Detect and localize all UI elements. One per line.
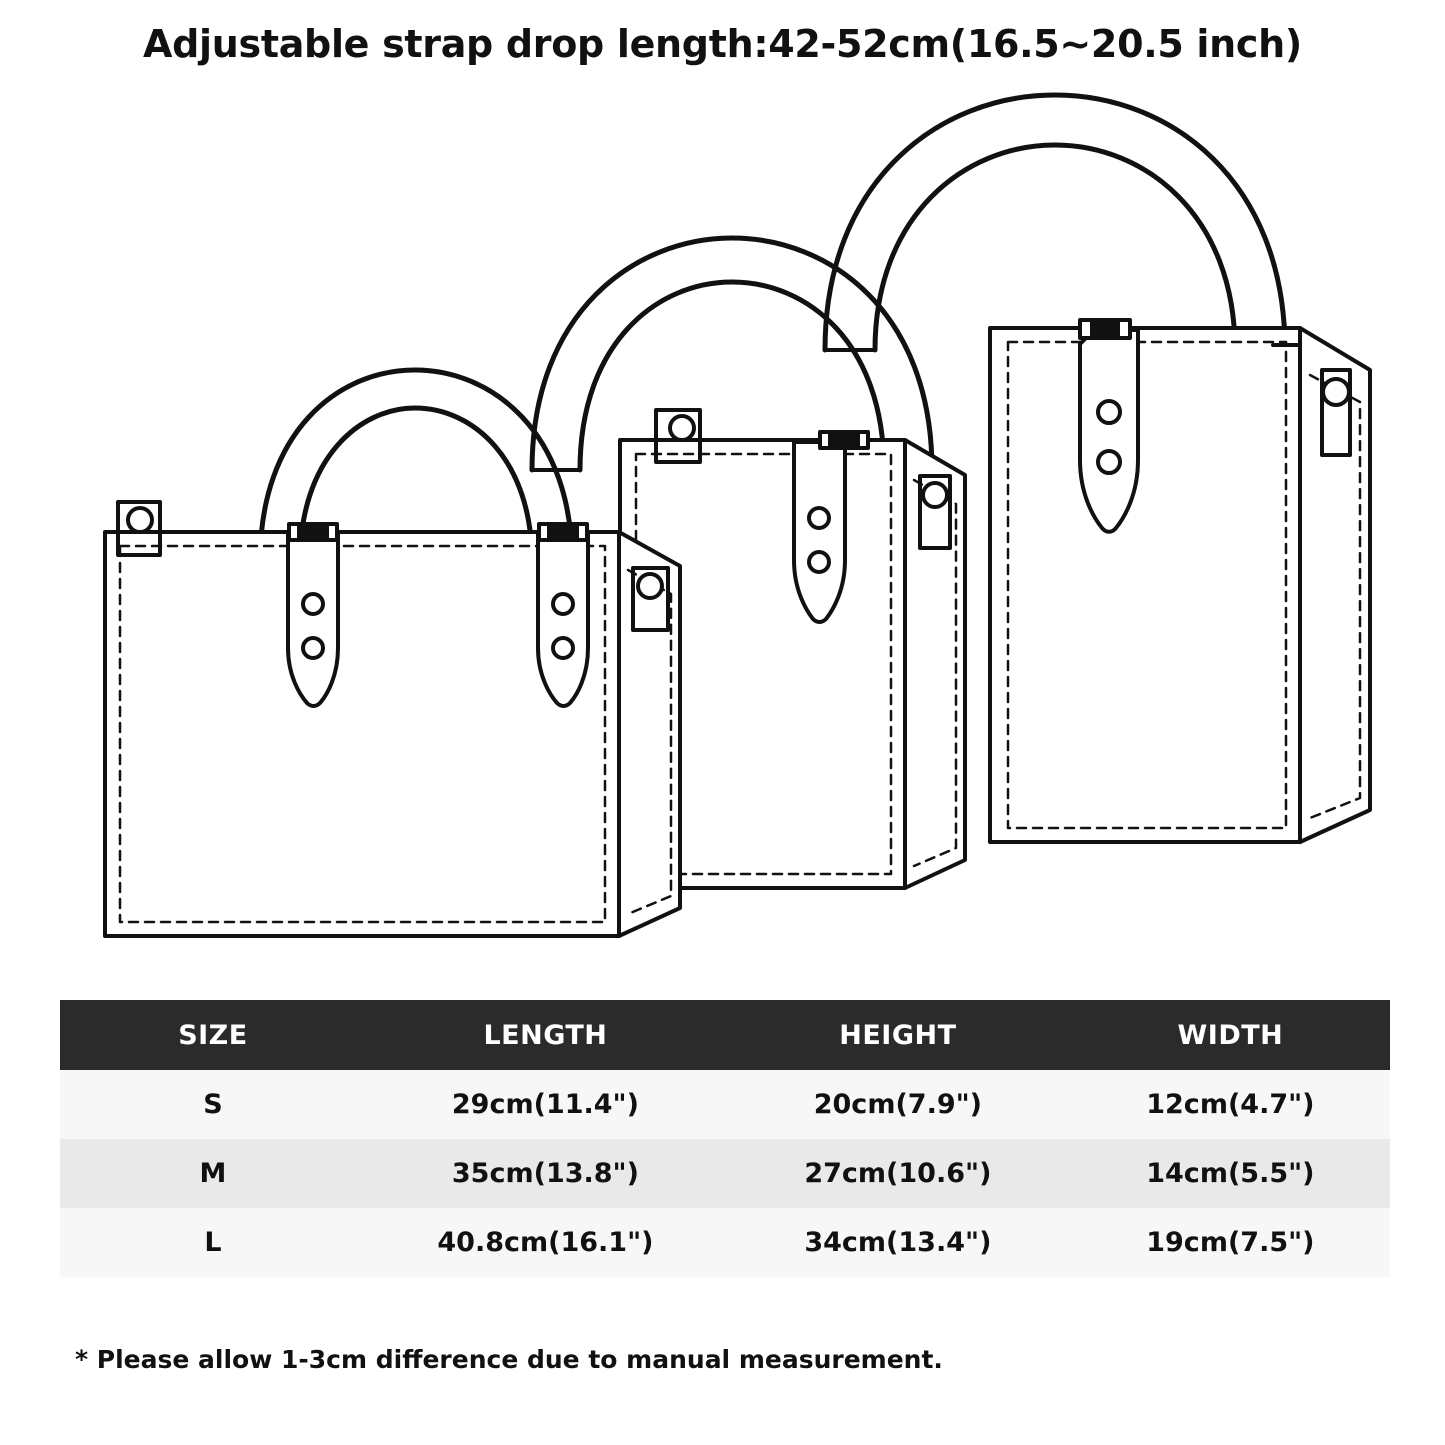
- column-header-height: HEIGHT: [725, 1000, 1071, 1070]
- cell-length: 40.8cm(16.1"): [437, 1227, 654, 1258]
- cell-size: L: [204, 1227, 222, 1258]
- cell-size: S: [203, 1089, 223, 1120]
- cell-height: 34cm(13.4"): [804, 1227, 992, 1258]
- cell-width: 19cm(7.5"): [1146, 1227, 1315, 1258]
- cell-length: 35cm(13.8"): [451, 1158, 639, 1189]
- cell-size: M: [199, 1158, 227, 1189]
- column-header-size: SIZE: [60, 1000, 366, 1070]
- cell-width: 12cm(4.7"): [1146, 1089, 1315, 1120]
- column-header-width: WIDTH: [1071, 1000, 1390, 1070]
- column-header-length: LENGTH: [366, 1000, 725, 1070]
- cell-height: 20cm(7.9"): [813, 1089, 983, 1120]
- measurement-note: * Please allow 1-3cm difference due to manual measurement.: [75, 1345, 943, 1374]
- small-handbag: [100, 370, 680, 942]
- handbag-illustration: [60, 70, 1390, 970]
- table-row: [60, 1208, 1390, 1277]
- table-row: [60, 1139, 1390, 1208]
- cell-height: 27cm(10.6"): [804, 1158, 992, 1189]
- cell-width: 14cm(5.5"): [1146, 1158, 1315, 1189]
- cell-length: 29cm(11.4"): [451, 1089, 639, 1120]
- table-row: [60, 1070, 1390, 1139]
- page-title: Adjustable strap drop length:42-52cm(16.5~20.5 inch): [143, 22, 1302, 66]
- table-header-row: [60, 1000, 1390, 1070]
- size-table: [60, 1000, 1390, 1277]
